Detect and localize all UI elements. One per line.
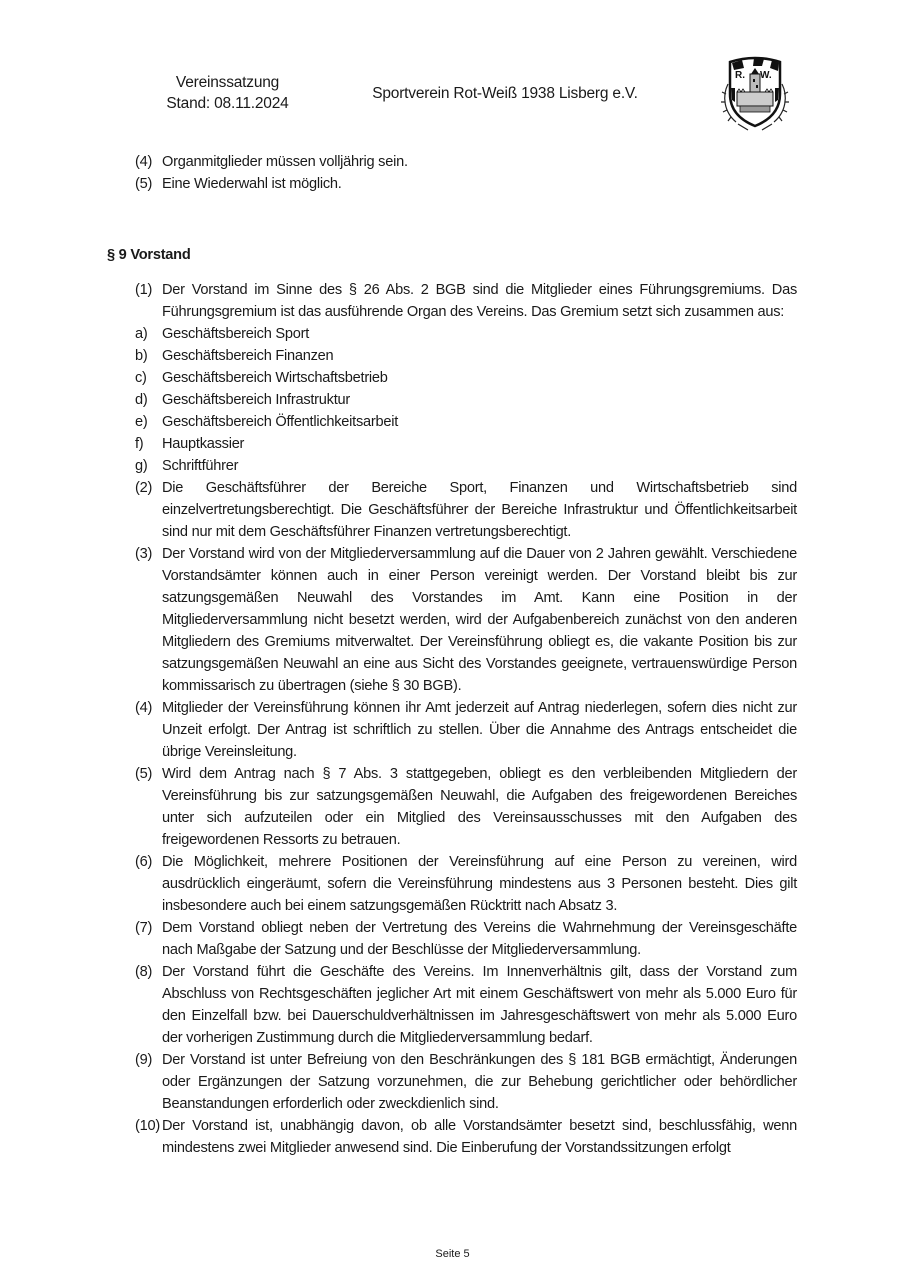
document-title: Vereinssatzung [175, 74, 280, 91]
paragraph-text: Der Vorstand ist unter Befreiung von den Beschränkungen des § 181 BGB ermächtigt, Änderungen oder Ergänzungen der Satzung vorzunehmen, die zur Behebung gerichtlicher oder behördlicher Beanstandungen erforderlich oder zweckdienlich sind. [162, 1052, 797, 1112]
list-item-text: Geschäftsbereich Sport [162, 326, 310, 342]
paragraph-text: Die Geschäftsführer der Bereiche Sport, Finanzen und Wirtschaftsbetrieb sind einzelvertretungsberechtigt. Die Geschäftsführer der Bereiche Infrastruktur und Öffentlichkeitsarbeit sind nur mit dem Geschäftsführer Finanzen vertretungsberechtigt. [162, 480, 797, 540]
list-marker: g) [135, 458, 148, 474]
list-marker: (4) [135, 154, 153, 170]
list-marker: c) [135, 370, 147, 386]
section-heading: § 9 Vorstand [107, 247, 191, 263]
list-marker: (7) [135, 920, 153, 936]
list-marker: b) [135, 348, 148, 364]
list-item-text: Geschäftsbereich Wirtschaftsbetrieb [162, 370, 388, 386]
svg-text:W.: W. [760, 70, 772, 81]
sub-list-item [0, 389, 905, 411]
page-header [0, 0, 905, 140]
paragraph-text: Der Vorstand ist, unabhängig davon, ob alle Vorstandsämter besetzt sind, beschlussfähig, wenn mindestens zwei Mitglieder anwesend sind. Die Einberufung der Vorstandssitzungen erfolgt [162, 1118, 797, 1156]
sub-list-item [0, 433, 905, 455]
list-item-text: Hauptkassier [162, 436, 245, 452]
paragraph-item [0, 917, 905, 961]
paragraph-item [0, 697, 905, 763]
sub-list-item [0, 455, 905, 477]
list-item-text: Organmitglieder müssen volljährig sein. [162, 154, 408, 170]
paragraph-item [0, 961, 905, 1049]
intro-item [0, 151, 905, 173]
list-item-text: Geschäftsbereich Infrastruktur [162, 392, 350, 408]
paragraph-item [0, 1115, 905, 1159]
paragraph-text: Die Möglichkeit, mehrere Positionen der Vereinsführung auf eine Person zu vereinen, wird ausdrücklich eingeräumt, sofern die Vereinsführung mindestens aus 3 Personen besteht. Dies gilt insbesondere auch bei einem satzungsgemäßen Rücktritt nach Absatz 3. [162, 854, 797, 914]
paragraph-text: Der Vorstand im Sinne des § 26 Abs. 2 BGB sind die Mitglieder eines Führungsgremiums. Das Führungsgremium ist das ausführende Organ des Vereins. Das Gremium setzt sich zusammen aus: [162, 282, 797, 320]
page-number: Seite 5 [435, 1248, 470, 1260]
list-marker: (4) [135, 700, 153, 716]
list-item-text: Eine Wiederwahl ist möglich. [162, 176, 342, 192]
intro-item [0, 173, 905, 195]
paragraph-item [0, 279, 905, 323]
sub-list-item [0, 345, 905, 367]
document-body [0, 151, 905, 1159]
paragraph-item [0, 543, 905, 697]
paragraph-item [0, 763, 905, 851]
list-marker: (10) [135, 1118, 160, 1134]
club-name: Sportverein Rot-Weiß 1938 Lisberg e.V. [372, 85, 638, 102]
svg-text:R.: R. [735, 70, 745, 81]
list-marker: (9) [135, 1052, 153, 1068]
paragraph-text: Wird dem Antrag nach § 7 Abs. 3 stattgegeben, obliegt es den verbleibenden Mitgliedern der Vereinsführung bis zur satzungsgemäßen Neuwahl, die Aufgaben des freigewordenen Bereiches unter sich aufzuteilen oder ein Mitglied des Vereinsausschusses mit den Aufgaben des freigewordenen Ressorts zu betrauen. [162, 766, 797, 848]
list-item-text: Geschäftsbereich Finanzen [162, 348, 334, 364]
list-marker: (5) [135, 766, 153, 782]
document-title-block [140, 72, 315, 114]
list-marker: a) [135, 326, 148, 342]
paragraph-text: Mitglieder der Vereinsführung können ihr Amt jederzeit auf Antrag niederlegen, sofern dies nicht zur Unzeit erfolgt. Der Antrag ist schriftlich zu stellen. Über die Annahme des Antrags entscheidet die übrige Vereinsleitung. [162, 700, 797, 760]
paragraph-text: Der Vorstand führt die Geschäfte des Vereins. Im Innenverhältnis gilt, dass der Vorstand zum Abschluss von Rechtsgeschäften jeglicher Art mit einem Geschäftswert von mehr als 5.000 Euro für den Einzelfall bzw. bei Dauerschuldverhältnissen im Jahresgeschäftswert von mehr als 5.000 Euro der vorherigen Zustimmung durch die Mitgliederversammlung bedarf. [162, 964, 797, 1046]
paragraph-text: Der Vorstand wird von der Mitgliederversammlung auf die Dauer von 2 Jahren gewählt. Verschiedene Vorstandsämter können auch in einer Person vereinigt werden. Der Vorstand bleibt bis zur satzungsgemäßen Neuwahl des Vorstandes im Amt. Kann eine Position in der Mitgliederversammlung nicht besetzt werden, wird der Aufgabenbereich zunächst von den anderen Mitgliedern des Gremiums mitverwaltet. Der Vereinsführung obliegt es, die vakante Position bis zur satzungsgemäßen Neuwahl an eine aus Sicht des Vorstandes geeignete, vertrauenswürdige Person kommissarisch zu übertragen (siehe § 30 BGB). [162, 546, 797, 694]
list-marker: (5) [135, 176, 153, 192]
paragraph-item [0, 1049, 905, 1115]
sub-list-item [0, 367, 905, 389]
paragraph-text: Dem Vorstand obliegt neben der Vertretung des Vereins die Wahrnehmung der Vereinsgeschäfte nach Maßgabe der Satzung und der Beschlüsse der Mitgliederversammlung. [162, 920, 797, 958]
list-marker: (1) [135, 282, 153, 298]
list-marker: (3) [135, 546, 153, 562]
club-crest-icon [720, 54, 790, 132]
list-marker: d) [135, 392, 148, 408]
list-item-text: Geschäftsbereich Öffentlichkeitsarbeit [162, 414, 399, 430]
list-marker: f) [135, 436, 144, 452]
sub-list-item [0, 411, 905, 433]
paragraph-item [0, 851, 905, 917]
sub-list-item [0, 323, 905, 345]
document-status-date: Stand: 08.11.2024 [166, 95, 289, 112]
paragraph-item [0, 477, 905, 543]
list-marker: (8) [135, 964, 153, 980]
list-marker: e) [135, 414, 148, 430]
list-item-text: Schriftführer [162, 458, 239, 474]
list-marker: (6) [135, 854, 153, 870]
list-marker: (2) [135, 480, 153, 496]
